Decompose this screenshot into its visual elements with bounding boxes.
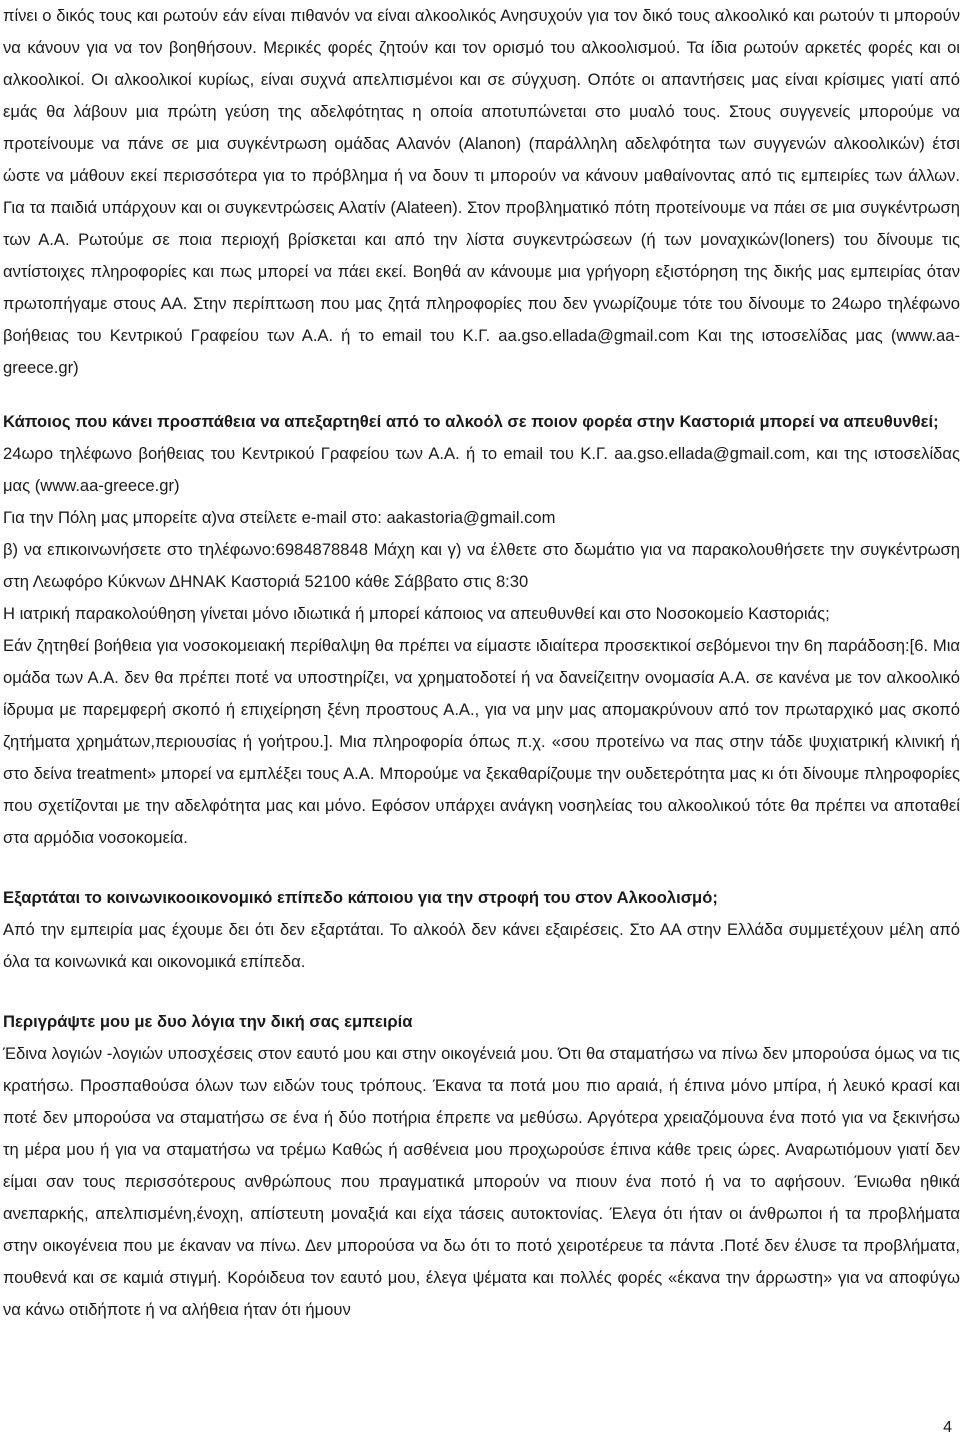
section-socioeconomic [3, 882, 960, 978]
paragraph: β) να επικοινωνήσετε στο τηλέφωνο:6984878848 Μάχη και γ) να έλθετε στο δωμάτιο για να παρακολουθήσετε την συγκέντρωση στη Λεωφόρο Κύκνων ΔΗΝΑΚ Καστοριά 52100 κάθε Σάββατο στις 8:30 [3, 540, 960, 591]
paragraph: Έδινα λογιών -λογιών υποσχέσεις στον εαυτό μου και στην οικογένειά μου. Ότι θα σταματήσω να πίνω δεν μπορούσα όμως να τις κρατήσω. Προσπαθούσα όλων των ειδών τους τρόπους. Έκανα τα ποτά μου πιο αραιά, ή έπινα μόνο μπίρα, ή λευκό κρασί και ποτέ δεν μπορούσα να σταματήσω σε ένα ή δύο ποτήρια έπρεπε να μεθύσω. Αργότερα χρειαζόμουνα ένα ποτό για να ξεκινήσω τη μέρα μου ή για να σταματήσω να τρέμω Καθώς ή ασθένεια μου προχωρούσε έπινα κάθε τρεις ώρες. Αναρωτιόμουν γιατί δεν είμαι σαν τους περισσότερους ανθρώπους που πραγματικά μπορούν να πιουν ένα ποτό ή να το αφήσουν. Ένιωθα ηθικά ανεπαρκής, απελπισμένη,ένοχη, απίστευτη μοναξιά και είχα τάσεις αυτοκτονίας. Έλεγα ότι ήταν οι άνθρωποι ή τα προβλήματα στην οικογένεια που με έκαναν να πίνω. Δεν μπορούσα να δω ότι το ποτό χειροτέρευε τα πάντα .Ποτέ δεν έλυσε τα προβλήματα, πουθενά και σε καμιά στιγμή. Κορόιδευα τον εαυτό μου, έλεγα ψέματα και πολλές φορές «έκανα την άρρωστη» για να αποφύγω να κάνω οτιδήποτε ή να αλήθεια ήταν ότι ήμουν [3, 1044, 960, 1319]
page-number: 4 [943, 1419, 952, 1436]
section-kastoria-help [3, 406, 960, 854]
section-heading: Κάποιος που κάνει προσπάθεια να απεξαρτηθεί από το αλκοόλ σε ποιον φορέα στην Καστοριά μπορεί να απευθυνθεί; [3, 412, 939, 431]
section-heading: Εξαρτάται το κοινωνικοοικονομικό επίπεδο κάποιου για την στροφή του στον Αλκοολισμό; [3, 888, 718, 907]
paragraph: Από την εμπειρία μας έχουμε δει ότι δεν εξαρτάται. Το αλκοόλ δεν κάνει εξαιρέσεις. Στο ΑΑ στην Ελλάδα συμμετέχουν μέλη από όλα τα κοινωνικά και οικονομικά επίπεδα. [3, 920, 960, 971]
paragraph: Εάν ζητηθεί βοήθεια για νοσοκομειακή περίθαλψη θα πρέπει να είμαστε ιδιαίτερα προσεκτικοί σεβόμενοι την 6η παράδοση:[6. Μια ομάδα των Α.Α. δεν θα πρέπει ποτέ να υποστηρίζει, να χρηματοδοτεί ή να δανείζειτην ονομασία Α.Α. σε κανένα με τον αλκοολικό ίδρυμα με παρεμφερή σκοπό ή επιχείρηση ξένη προστους Α.Α., για να μην μας απομακρύνουν από τον πρωταρχικό μας σκοπό ζητήματα χρημάτων,περιουσίας ή γοήτρου.]. Μια πληροφορία όπως π.χ. «σου προτείνω να πας στην τάδε ψυχιατρική κλινική ή στο δείνα treatment» μπορεί να εμπλέξει τους Α.Α. Μπορούμε να ξεκαθαρίζουμε την ουδετερότητα μας κι ότι δίνουμε πληροφορίες που σχετίζονται με την αδελφότητα μας και μόνο. Εφόσον υπάρχει ανάγκη νοσηλείας του αλκοολικού τότε θα πρέπει να αποταθεί στα αρμόδια νοσοκομεία. [3, 636, 960, 847]
section-heading: Περιγράψτε μου με δυο λόγια την δική σας εμπειρία [3, 1012, 413, 1031]
paragraph: 24ωρο τηλέφωνο βοήθειας του Κεντρικού Γραφείου των Α.Α. ή το email του Κ.Γ. aa.gso.ellada@gmail.com, και της ιστοσελίδας μας (www.aa-greece.gr) [3, 444, 960, 495]
paragraph: Για την Πόλη μας μπορείτε α)να στείλετε e-mail στο: aakastoria@gmail.com [3, 508, 556, 527]
intro-paragraph: πίνει ο δικός τους και ρωτούν εάν είναι πιθανόν να είναι αλκοολικός Ανησυχούν για τον δικό τους αλκοολικό και ρωτούν τι μπορούν να κάνουν για να τον βοηθήσουν. Μερικές φορές ζητούν και τον ορισμό του αλκοολισμού. Τα ίδια ρωτούν αρκετές φορές και οι αλκοολικοί. Οι αλκοολικοί κυρίως, είναι συχνά απελπισμένοι και σε σύγχυση. Οπότε οι απαντήσεις μας είναι κρίσιμες γιατί από εμάς θα λάβουν μια πρώτη γεύση της αδελφότητας η οποία αποτυπώνεται στο μυαλό τους. Στους συγγενείς μπορούμε να προτείνουμε να πάνε σε μια συγκέντρωση ομάδας Αλανόν (Alanon) (παράλληλη αδελφότητα των συγγενών αλκοολικών) έτσι ώστε να μάθουν εκεί περισσότερα για το πρόβλημα ή να δουν τι μπορούν να κάνουν μαθαίνοντας από τις εμπειρίες των άλλων. Για τα παιδιά υπάρχουν και οι συγκεντρώσεις Αλατίν (Alateen). Στον προβληματικό πότη προτείνουμε να πάει σε μια συγκέντρωση των Α.Α. Ρωτούμε σε ποια περιοχή βρίσκεται και από την λίστα συγκεντρώσεων (ή των μοναχικών(loners) του δίνουμε τις αντίστοιχες πληροφορίες και πως μπορεί να πάει εκεί. Βοηθά αν κάνουμε μια γρήγορη εξιστόρηση της δικής μας εμπειρίας όταν πρωτοπήγαμε στους ΑΑ. Στην περίπτωση που μας ζητά πληροφορίες που δεν γνωρίζουμε τότε του δίνουμε το 24ωρο τηλέφωνο βοήθειας του Κεντρικού Γραφείου των Α.Α. ή το email του Κ.Γ. aa.gso.ellada@gmail.com Και της ιστοσελίδας μας (www.aa-greece.gr) [3, 6, 960, 377]
paragraph: Η ιατρική παρακολούθηση γίνεται μόνο ιδιωτικά ή μπορεί κάποιος να απευθυνθεί και στο Νοσοκομείο Καστοριάς; [3, 604, 830, 623]
section-experience [3, 1006, 960, 1326]
